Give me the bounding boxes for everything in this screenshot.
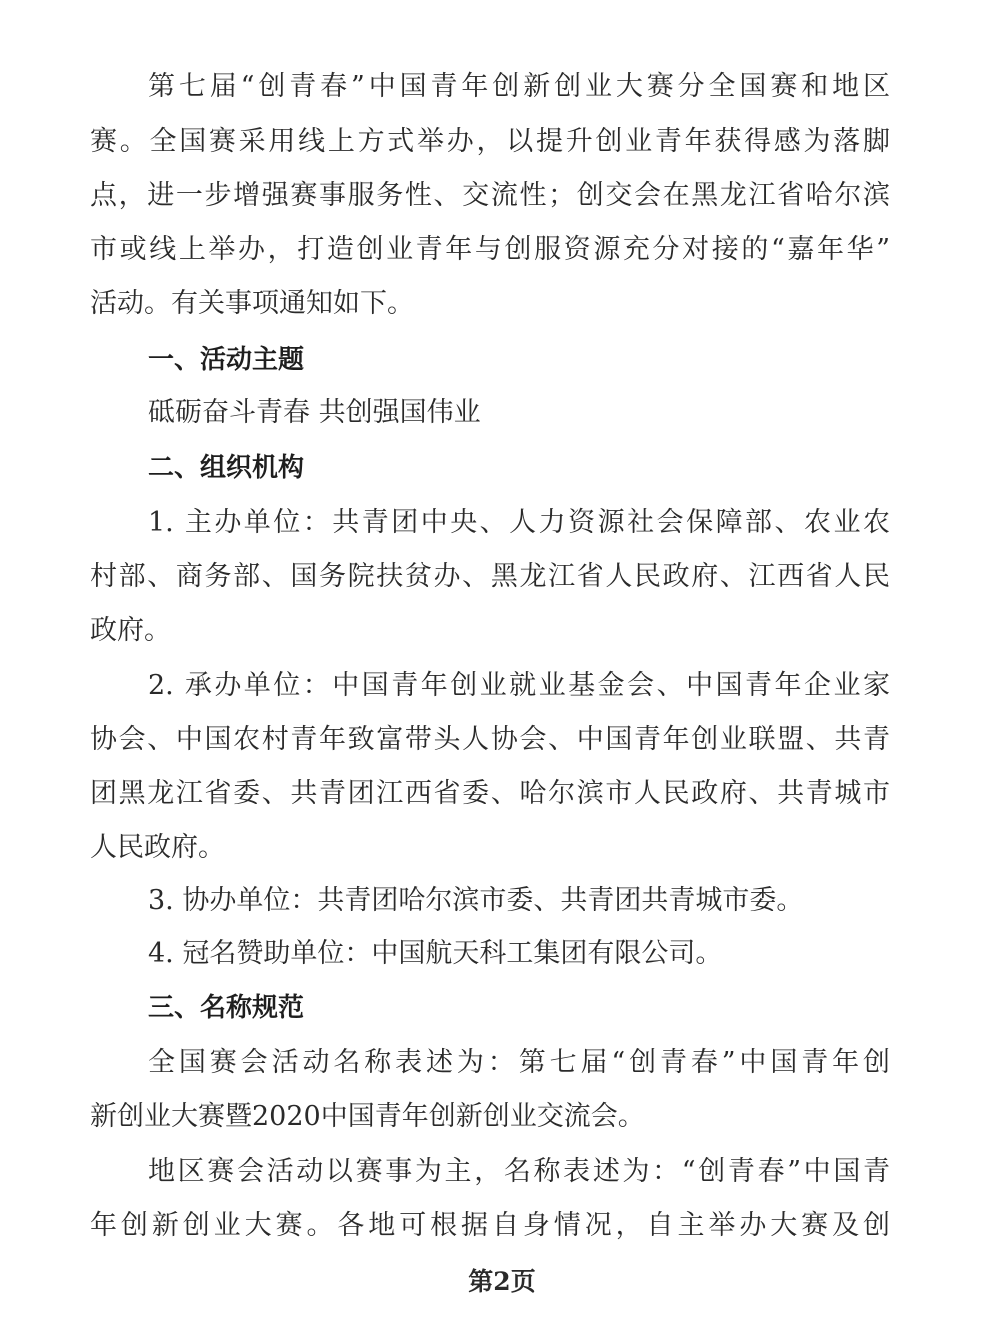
item2-line-3: 团黑龙江省委、共青团江西省委、哈尔滨市人民政府、共青城市 xyxy=(90,778,890,809)
item1-line-1: 1. 主办单位：共青团中央、人力资源社会保障部、农业农 xyxy=(148,507,890,538)
item4-line: 4. 冠名赞助单位：中国航天科工集团有限公司。 xyxy=(148,938,723,969)
section-heading-organization: 二、组织机构 xyxy=(148,453,305,483)
intro-line-4: 市或线上举办，打造创业青年与创服资源充分对接的“嘉年华” xyxy=(90,234,890,265)
item3-line: 3. 协办单位：共青团哈尔滨市委、共青团共青城市委。 xyxy=(148,885,804,916)
section-heading-naming: 三、名称规范 xyxy=(148,993,305,1023)
page-number: 第2页 xyxy=(468,1267,536,1296)
intro-line-1: 第七届“创青春”中国青年创新创业大赛分全国赛和地区 xyxy=(148,71,890,102)
naming2-line-2: 年创新创业大赛。各地可根据自身情况，自主举办大赛及创 xyxy=(90,1210,890,1241)
item2-line-1: 2. 承办单位：中国青年创业就业基金会、中国青年企业家 xyxy=(148,670,890,701)
item1-line-3: 政府。 xyxy=(90,615,171,646)
naming1-line-1: 全国赛会活动名称表述为：第七届“创青春”中国青年创 xyxy=(148,1047,890,1078)
naming1-line-2: 新创业大赛暨2020中国青年创新创业交流会。 xyxy=(90,1101,645,1132)
intro-line-2: 赛。全国赛采用线上方式举办，以提升创业青年获得感为落脚 xyxy=(90,126,890,157)
item1-line-2: 村部、商务部、国务院扶贫办、黑龙江省人民政府、江西省人民 xyxy=(90,561,890,592)
intro-line-3: 点，进一步增强赛事服务性、交流性；创交会在黑龙江省哈尔滨 xyxy=(90,180,890,211)
item2-line-2: 协会、中国农村青年致富带头人协会、中国青年创业联盟、共青 xyxy=(90,724,890,755)
naming2-line-1: 地区赛会活动以赛事为主，名称表述为：“创青春”中国青 xyxy=(148,1156,890,1187)
intro-line-5: 活动。有关事项通知如下。 xyxy=(90,288,414,319)
section-heading-theme: 一、活动主题 xyxy=(148,345,305,375)
theme-text: 砥砺奋斗青春 共创强国伟业 xyxy=(148,397,481,428)
item2-line-4: 人民政府。 xyxy=(90,832,225,863)
